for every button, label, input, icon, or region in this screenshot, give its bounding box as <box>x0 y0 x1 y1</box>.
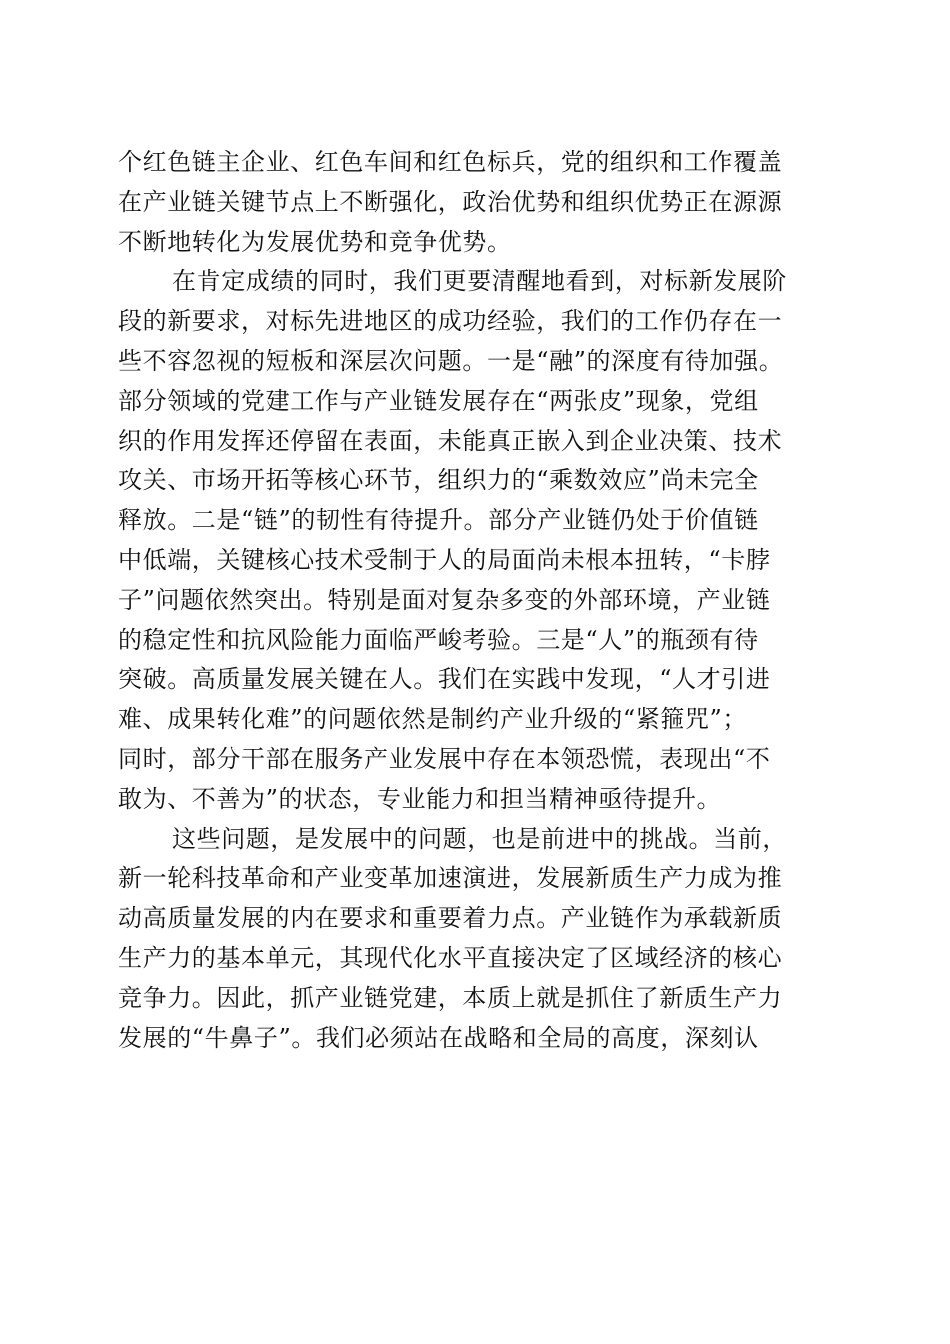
text-line: 同时，部分干部在服务产业发展中存在本领恐慌，表现出“不 <box>118 744 771 773</box>
text-line: 新一轮科技革命和产业变革加速演进，发展新质生产力成为推 <box>118 864 783 893</box>
text-line: 的稳定性和抗风险能力面临严峻考验。三是“人”的瓶颈有待 <box>118 625 759 654</box>
text-line: 部分领域的党建工作与产业链发展存在“两张皮”现象，党组 <box>118 386 759 415</box>
text-line: 动高质量发展的内在要求和重要着力点。产业链作为承载新质 <box>118 904 783 933</box>
text-line: 敢为、不善为”的状态，专业能力和担当精神亟待提升。 <box>118 784 722 813</box>
text-line: 在产业链关键节点上不断强化，政治优势和组织优势正在源源 <box>118 187 783 216</box>
text-line: 子”问题依然突出。特别是面对复杂多变的外部环境，产业链 <box>118 585 771 614</box>
text-line: 些不容忽视的短板和深层次问题。一是“融”的深度有待加强。 <box>118 346 784 375</box>
text-line: 不断地转化为发展优势和竞争优势。 <box>118 227 512 256</box>
text-line: 释放。二是“链”的韧性有待提升。部分产业链仍处于价值链 <box>118 506 759 535</box>
text-line: 发展的“牛鼻子”。我们必须站在战略和全局的高度，深刻认 <box>118 1023 759 1052</box>
text-line: 生产力的基本单元，其现代化水平直接决定了区域经济的核心 <box>118 943 783 972</box>
body-text <box>118 143 838 1058</box>
paragraph-start-line: 这些问题，是发展中的问题，也是前进中的挑战。当前， <box>172 824 787 853</box>
text-line: 竞争力。因此，抓产业链党建，本质上就是抓住了新质生产力 <box>118 983 783 1012</box>
text-line: 段的新要求，对标先进地区的成功经验，我们的工作仍存在一 <box>118 307 783 336</box>
paragraph-start-line: 在肯定成绩的同时，我们更要清醒地看到，对标新发展阶 <box>172 267 787 296</box>
text-line: 个红色链主企业、红色车间和红色标兵，党的组织和工作覆盖 <box>118 148 783 176</box>
text-line: 织的作用发挥还停留在表面，未能真正嵌入到企业决策、技术 <box>118 426 783 455</box>
text-line: 突破。高质量发展关键在人。我们在实践中发现，“人才引进 <box>118 665 771 694</box>
text-line: 难、成果转化难”的问题依然是制约产业升级的“紧箍咒”； <box>118 705 748 734</box>
text-line: 攻关、市场开拓等核心环节，组织力的“乘数效应”尚未完全 <box>118 466 759 495</box>
text-line: 中低端，关键核心技术受制于人的局面尚未根本扭转，“卡脖 <box>118 545 771 574</box>
